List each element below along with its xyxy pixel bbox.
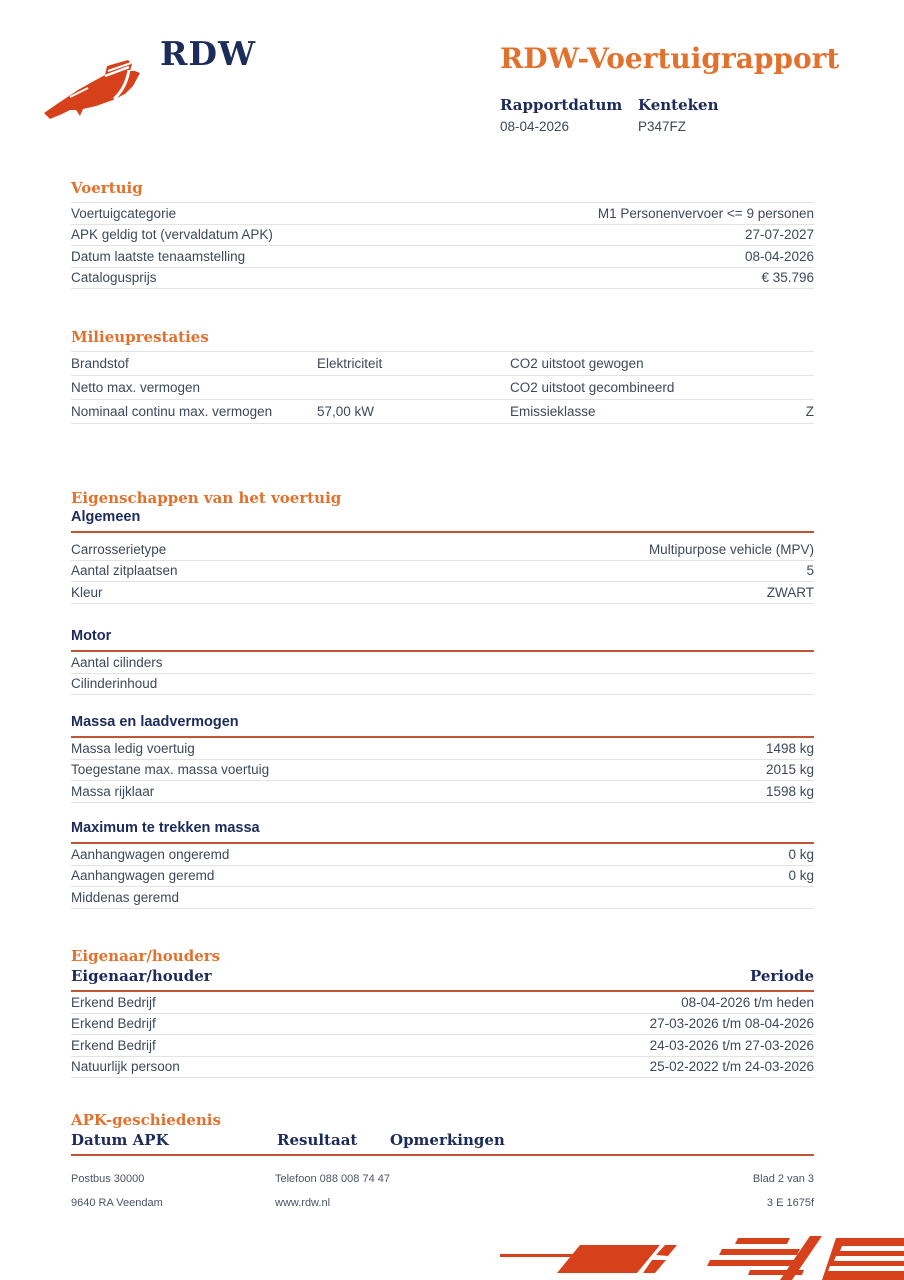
rdw-wordmark: RDW (160, 34, 257, 73)
owner-type: Erkend Bedrijf (71, 1037, 156, 1053)
column-header-eigenaar: Eigenaar/houder (71, 967, 212, 985)
table-row (71, 376, 814, 400)
subsection-title-trekken-massa: Maximum te trekken massa (71, 820, 814, 844)
row-label: Catalogusprijs (71, 270, 157, 286)
subsection-title-motor: Motor (71, 628, 814, 652)
table-row (71, 992, 814, 1014)
section-voertuig (71, 179, 814, 289)
table-header-row (71, 967, 814, 992)
table-row (71, 561, 814, 583)
rdw-logo-icon (36, 50, 146, 130)
section-milieuprestaties (71, 328, 814, 424)
license-plate-block (638, 96, 776, 134)
table-row (71, 674, 814, 696)
section-title-apk-geschiedenis: APK-geschiedenis (71, 1111, 221, 1129)
license-plate-label: Kenteken (638, 96, 719, 114)
section-massa (71, 714, 814, 803)
row-label: Toegestane max. massa voertuig (71, 762, 270, 778)
footer-doc-code: 3 E 1675f (766, 1197, 814, 1209)
row-label: Cilinderinhoud (71, 676, 158, 692)
row-value: 5 (806, 563, 814, 579)
section-eigenschappen (71, 489, 814, 604)
owner-type: Natuurlijk persoon (71, 1059, 180, 1075)
table-row (71, 268, 814, 290)
column-header-datum-apk: Datum APK (71, 1131, 169, 1149)
row-label: Netto max. vermogen (71, 380, 201, 395)
row-value: € 35.796 (761, 270, 814, 286)
section-apk-geschiedenis (71, 1111, 814, 1156)
owner-period: 08-04-2026 t/m heden (681, 994, 814, 1010)
subsection-title-algemeen: Algemeen (71, 509, 814, 533)
row-label: CO2 uitstoot gecombineerd (510, 380, 675, 395)
column-header-opmerkingen: Opmerkingen (390, 1131, 505, 1149)
table-row (71, 866, 814, 888)
owner-period: 24-03-2026 t/m 27-03-2026 (649, 1037, 814, 1053)
table-row (71, 400, 814, 424)
table-row (71, 738, 814, 760)
footer-line-1 (71, 1173, 814, 1185)
row-label: Kleur (71, 584, 103, 600)
section-motor (71, 628, 814, 695)
table-row (71, 1057, 814, 1079)
row-value: Elektriciteit (317, 356, 383, 371)
table-row (71, 844, 814, 866)
row-label: Aanhangwagen ongeremd (71, 846, 230, 862)
row-value: 2015 kg (765, 762, 814, 778)
column-header-resultaat: Resultaat (277, 1131, 358, 1149)
footer-address-line2: 9640 RA Veendam (71, 1197, 163, 1209)
table-row (71, 887, 814, 909)
section-title-eigenaar-houders: Eigenaar/houders (71, 947, 221, 965)
section-title-eigenschappen: Eigenschappen van het voertuig (71, 489, 342, 507)
row-value: Z (805, 404, 814, 419)
row-value: M1 Personenvervoer <= 9 personen (597, 205, 814, 221)
table-row (71, 781, 814, 803)
owner-period: 27-03-2026 t/m 08-04-2026 (649, 1016, 814, 1032)
section-eigenaar-houders (71, 947, 814, 1078)
row-label: CO2 uitstoot gewogen (510, 356, 644, 371)
table-row (71, 652, 814, 674)
footer-page-number: Blad 2 van 3 (752, 1173, 814, 1185)
row-label: Aanhangwagen geremd (71, 868, 215, 884)
owner-type: Erkend Bedrijf (71, 994, 156, 1010)
row-label: Emissieklasse (510, 404, 596, 419)
table-row (71, 1014, 814, 1036)
subsection-title-massa: Massa en laadvermogen (71, 714, 814, 738)
row-label: Brandstof (71, 356, 129, 371)
row-value: 57,00 kW (317, 404, 375, 419)
table-row (71, 582, 814, 604)
speed-stripes-graphic (500, 1233, 904, 1280)
row-label: Nominaal continu max. vermogen (71, 404, 273, 419)
table-header-row (71, 1131, 814, 1156)
row-label: APK geldig tot (vervaldatum APK) (71, 227, 273, 243)
row-label: Voertuigcategorie (71, 205, 177, 221)
row-value: 0 kg (788, 868, 814, 884)
page-title: RDW-Voertuigrapport (500, 42, 840, 75)
row-value: 27-07-2027 (744, 227, 814, 243)
footer-address-line1: Postbus 30000 (71, 1173, 145, 1185)
owner-period: 25-02-2022 t/m 24-03-2026 (649, 1059, 814, 1075)
row-label: Aantal cilinders (71, 654, 163, 670)
row-label: Datum laatste tenaamstelling (71, 248, 246, 264)
column-header-periode: Periode (749, 967, 814, 985)
row-value: 08-04-2026 (744, 248, 814, 264)
row-label: Middenas geremd (71, 889, 180, 905)
row-value: Multipurpose vehicle (MPV) (648, 541, 814, 557)
table-row (71, 225, 814, 247)
row-label: Massa rijklaar (71, 783, 155, 799)
table-row (71, 246, 814, 268)
report-date-block (500, 96, 638, 134)
owner-type: Erkend Bedrijf (71, 1016, 156, 1032)
row-value: ZWART (766, 584, 814, 600)
row-value: 1498 kg (765, 740, 814, 756)
row-label: Aantal zitplaatsen (71, 563, 178, 579)
report-date-label: Rapportdatum (500, 96, 623, 114)
table-row (71, 760, 814, 782)
section-title-milieuprestaties: Milieuprestaties (71, 328, 209, 346)
report-meta (500, 96, 776, 134)
license-plate-value: P347FZ (638, 119, 687, 134)
table-row (71, 539, 814, 561)
footer-phone: Telefoon 088 008 74 47 (275, 1173, 390, 1185)
section-title-voertuig: Voertuig (71, 179, 143, 197)
table-row (71, 352, 814, 376)
table-row (71, 1035, 814, 1057)
table-row (71, 203, 814, 225)
report-date-value: 08-04-2026 (500, 119, 570, 134)
row-value: 0 kg (788, 846, 814, 862)
footer-line-2 (71, 1197, 814, 1209)
section-trekken-massa (71, 820, 814, 909)
row-value: 1598 kg (765, 783, 814, 799)
row-label: Carrosserietype (71, 541, 167, 557)
footer-website: www.rdw.nl (275, 1197, 331, 1209)
row-label: Massa ledig voertuig (71, 740, 195, 756)
